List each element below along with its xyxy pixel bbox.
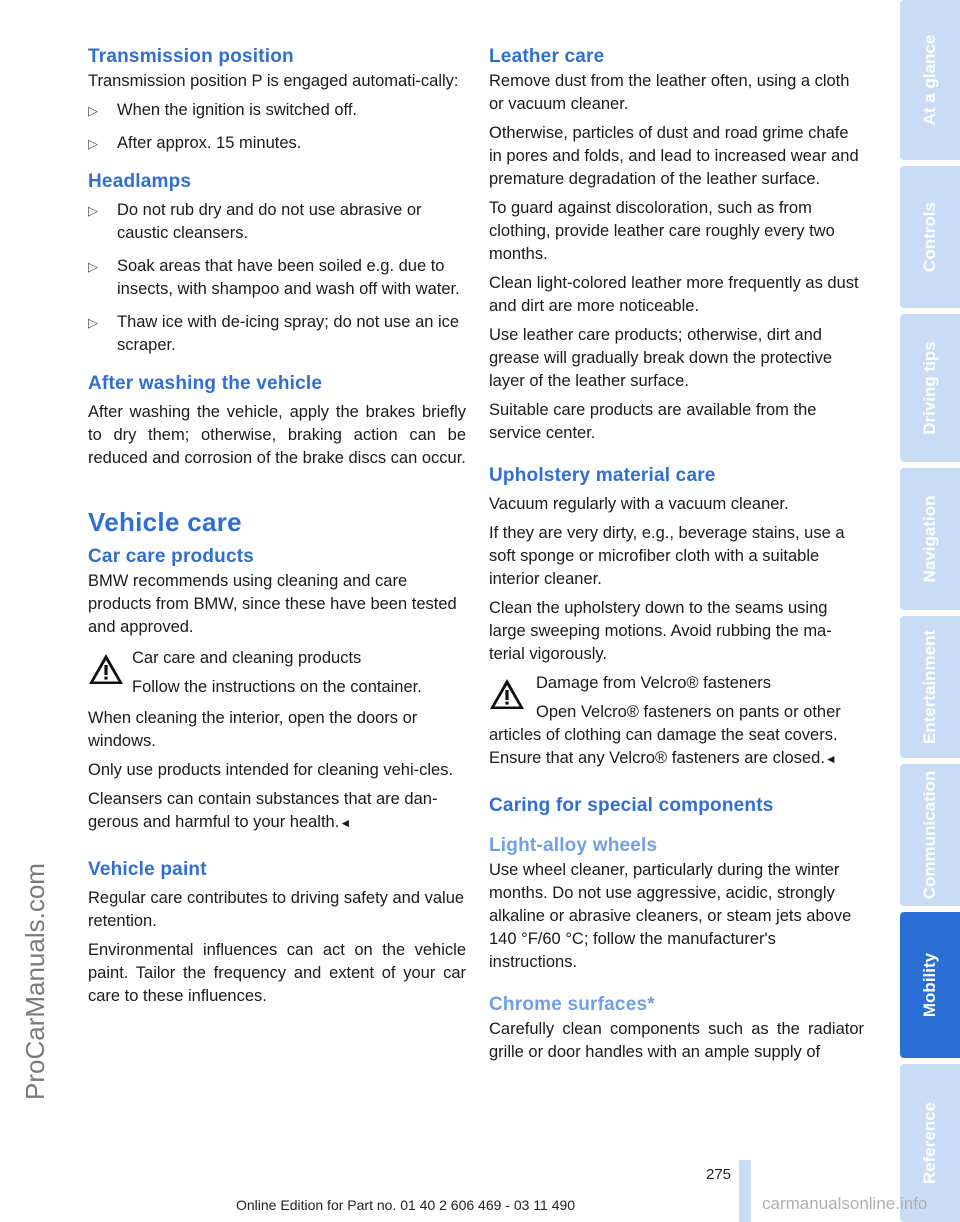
end-mark-icon: ◄ xyxy=(824,752,837,766)
special-components-heading: Caring for special components xyxy=(489,795,774,816)
cleansers-text: Cleansers can contain substances that are dan-gerous and harmful to your health.◄ xyxy=(88,790,438,831)
transmission-position-heading: Transmission position xyxy=(88,46,294,67)
triangle-bullet-icon: ▷ xyxy=(88,315,98,330)
tab-communication[interactable]: Communication xyxy=(900,764,960,906)
warning-triangle-icon xyxy=(88,653,124,685)
car-care-products-text: BMW recommends using cleaning and care products from BMW, since these have been tested and approved. xyxy=(88,572,457,636)
leather-care-text-3: To guard against discoloration, such as from clothing, provide leather care roughly every two months. xyxy=(489,199,835,263)
list-item: ▷ Thaw ice with de-icing spray; do not use an ice scraper. xyxy=(88,313,460,354)
transmission-position-text: Transmission position P is engaged automati-cally: xyxy=(88,72,459,90)
after-washing-heading: After washing the vehicle xyxy=(88,373,323,394)
list-item: ▷ Do not rub dry and do not use abrasive or caustic cleansers. xyxy=(88,201,422,242)
headlamps-heading: Headlamps xyxy=(88,171,192,192)
leather-care-text-1: Remove dust from the leather often, using a cloth or vacuum cleaner. xyxy=(489,72,850,113)
upholstery-text-1: Vacuum regularly with a vacuum cleaner. xyxy=(489,495,789,513)
list-item: ▷ Soak areas that have been soiled e.g. due to insects, with shampoo and wash off with water. xyxy=(88,257,460,298)
list-item: ▷ After approx. 15 minutes. xyxy=(88,132,466,155)
upholstery-heading: Upholstery material care xyxy=(489,465,716,486)
page-number-bar xyxy=(739,1160,751,1222)
upholstery-text-2: If they are very dirty, e.g., beverage stains, use a soft sponge or microfiber cloth with a suitable interior cleaner. xyxy=(489,524,845,588)
triangle-bullet-icon: ▷ xyxy=(88,259,98,274)
list-item: ▷ When the ignition is switched off. xyxy=(88,99,466,122)
leather-care-text-6: Suitable care products are available from the service center. xyxy=(489,401,817,442)
vehicle-paint-text-2: Environmental influences can act on the vehicle paint. Tailor the frequency and extent of your car care to these influences. xyxy=(88,941,466,1005)
light-alloy-wheels-text: Use wheel cleaner, particularly during the winter months. Do not use aggressive, acidic, strongly alkaline or abrasive cleaners, or steam jets above 140 °F/60 °C; follow the manufacturer's instructions. xyxy=(489,861,852,971)
footer-site: carmanualsonline.info xyxy=(762,1194,928,1213)
leather-care-text-5: Use leather care products; otherwise, dirt and grease will gradually break down the protective layer of the leather surface. xyxy=(489,326,833,390)
light-alloy-wheels-heading: Light-alloy wheels xyxy=(489,835,658,856)
vehicle-paint-text-1: Regular care contributes to driving safety and value retention. xyxy=(88,889,465,930)
transmission-position-list xyxy=(88,99,466,155)
chrome-surfaces-text: Carefully clean components such as the radiator grille or door handles with an ample supply of xyxy=(489,1020,864,1061)
tab-controls[interactable]: Controls xyxy=(900,166,960,308)
triangle-bullet-icon: ▷ xyxy=(88,136,98,151)
vehicle-paint-heading: Vehicle paint xyxy=(88,859,207,880)
chapter-sidebar xyxy=(900,0,960,1222)
tab-entertainment[interactable]: Entertainment xyxy=(900,616,960,758)
after-washing-text: After washing the vehicle, apply the brakes briefly to dry them; otherwise, braking action can be reduced and corrosion of the brake discs can occur. xyxy=(88,403,466,467)
tab-driving-tips[interactable]: Driving tips xyxy=(900,314,960,462)
warning-text: articles of clothing can damage the seat covers. Ensure that any Velcro® fasteners are closed.◄ xyxy=(489,726,838,767)
only-products-text: Only use products intended for cleaning vehi-cles. xyxy=(88,761,454,779)
vehicle-care-heading: Vehicle care xyxy=(88,507,242,537)
leather-care-heading: Leather care xyxy=(489,46,605,67)
tab-at-a-glance[interactable]: At a glance xyxy=(900,0,960,160)
warning-title: Damage from Velcro® fasteners xyxy=(536,674,772,692)
warning-car-care xyxy=(88,647,466,699)
warning-velcro xyxy=(489,672,864,771)
tab-reference[interactable]: Reference xyxy=(900,1064,960,1222)
headlamps-list xyxy=(88,199,466,357)
watermark: ProCarManuals.com xyxy=(20,863,50,1100)
car-care-products-heading: Car care products xyxy=(88,546,255,567)
triangle-bullet-icon: ▷ xyxy=(88,203,98,218)
footer-edition: Online Edition for Part no. 01 40 2 606 469 - 03 11 490 xyxy=(236,1197,576,1213)
right-column xyxy=(489,44,864,1070)
warning-triangle-icon xyxy=(489,678,525,710)
triangle-bullet-icon: ▷ xyxy=(88,103,98,118)
leather-care-text-2: Otherwise, particles of dust and road grime chafe in pores and folds, and lead to increased wear and premature degradation of the leather surface. xyxy=(489,124,859,188)
warning-text-first-line: Open Velcro® fasteners on pants or other xyxy=(536,703,841,721)
end-mark-icon: ◄ xyxy=(339,816,352,830)
upholstery-text-3: Clean the upholstery down to the seams using large sweeping motions. Avoid rubbing the ma-terial vigorously. xyxy=(489,599,832,663)
left-column xyxy=(88,44,466,1014)
warning-title: Car care and cleaning products xyxy=(132,649,362,667)
interior-cleaning-text: When cleaning the interior, open the doors or windows. xyxy=(88,709,418,750)
tab-mobility[interactable]: Mobility xyxy=(900,912,960,1058)
leather-care-text-4: Clean light-colored leather more frequently as dust and dirt are more noticeable. xyxy=(489,274,859,315)
warning-text: Follow the instructions on the container. xyxy=(132,678,422,696)
page-number: 275 xyxy=(706,1166,732,1183)
chrome-surfaces-heading: Chrome surfaces* xyxy=(489,994,655,1015)
tab-navigation[interactable]: Navigation xyxy=(900,468,960,610)
